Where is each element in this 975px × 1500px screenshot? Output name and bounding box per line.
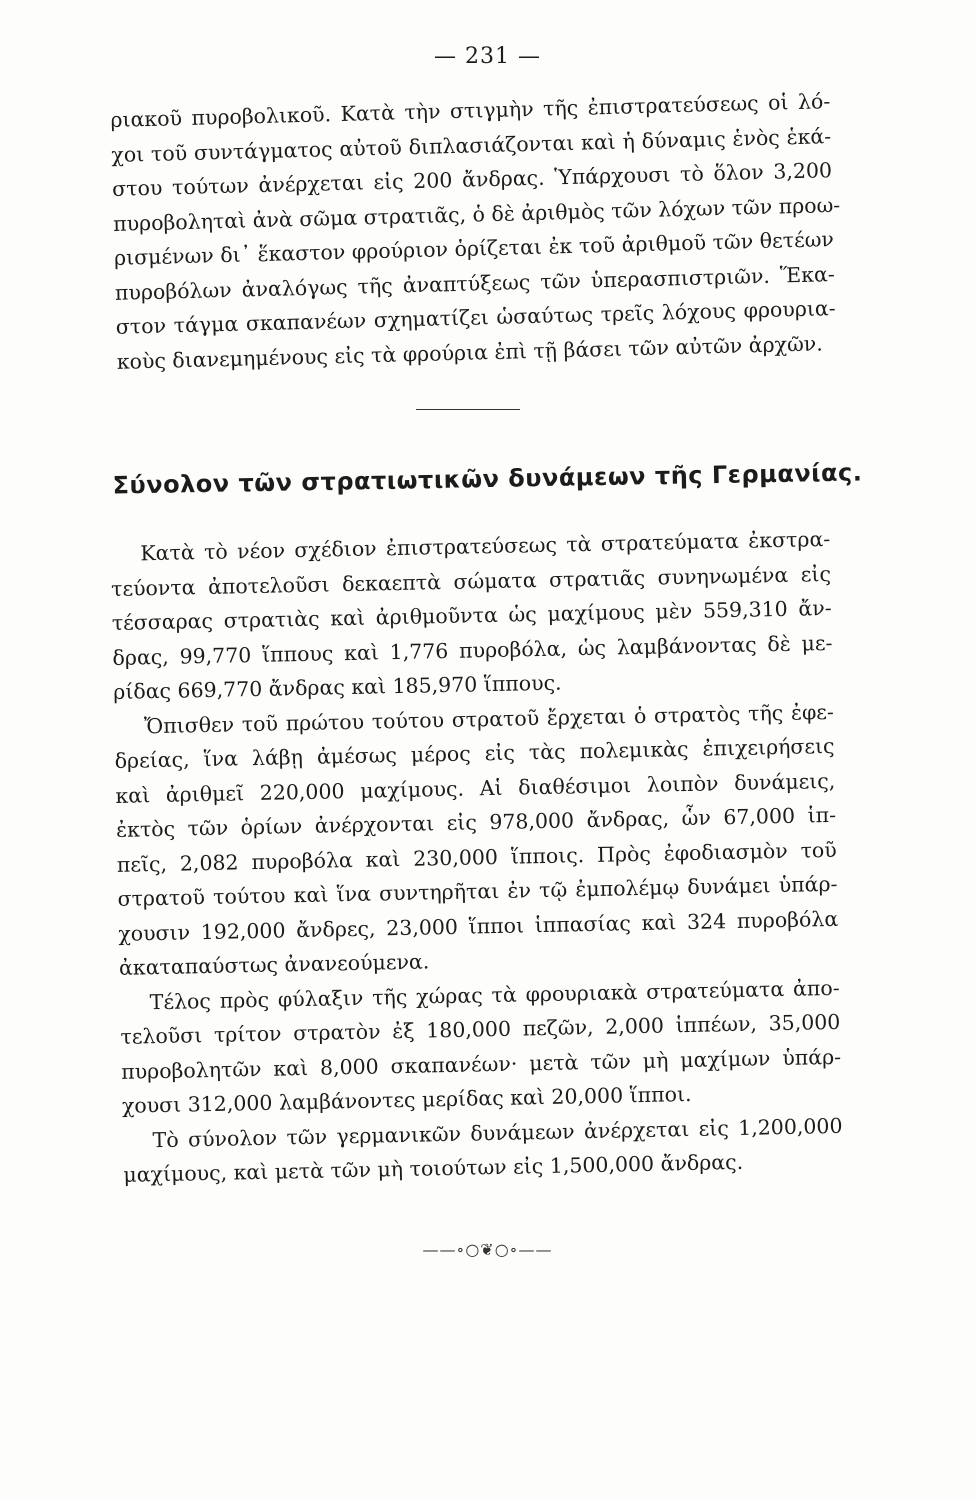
text-line: Ὄπισθεν τοῦ πρώτου τούτου στρατοῦ ἔρχεται ὁ στρατὸς τῆς ἐφε- — [143, 699, 835, 738]
text-line: τελοῦσι τρίτον στρατὸν ἐξ 180,000 πεζῶν, 2,000 ἱππέων, 35,000 — [120, 1009, 841, 1049]
text-line: Κατὰ τὸ νέον σχέδιον ἐπιστρατεύσεως τὰ στρατεύματα ἐκστρα- — [140, 526, 831, 566]
text-line: πυροβοληταὶ ἀνὰ σῶμα στρατιᾶς, ὁ δὲ ἀριθμὸς τῶν λόχων τῶν προω- — [112, 192, 841, 236]
text-line: πεῖς, 2,082 πυροβόλα καὶ 230,000 ἵπποις. Πρὸς ἐφοδιασμὸν τοῦ — [116, 837, 837, 877]
page-number: — 231 — — [434, 44, 541, 69]
text-line: κοὺς διανεμημένους εἰς τὰ φρούρια ἐπὶ τῇ βάσει τῶν αὐτῶν ἀρχῶν. — [116, 330, 824, 374]
text-line: χοι τοῦ συντάγματος αὐτοῦ διπλασιάζονται καὶ ἡ δύναμις ἑνὸς ἑκά- — [111, 123, 832, 167]
text-line: ρίδας 669,770 ἄνδρας καὶ 185,970 ἵππους. — [112, 670, 562, 704]
text-line: χουσι 312,000 λαμβάνοντες μερίδας καὶ 20,000 ἵπποι. — [121, 1081, 692, 1118]
section-body — [110, 522, 844, 1192]
text-line: ρισμένων δι᾽ ἕκαστον φρούριον ὁρίζεται ἐκ τοῦ ἀριθμοῦ τῶν θετέων — [113, 227, 835, 270]
end-ornament: ——∘○❦○∘—— — [422, 1240, 553, 1259]
text-line: Τὸ σύνολον τῶν γερμανικῶν δυνάμεων ἀνέρχεται εἰς 1,200,000 — [152, 1113, 843, 1152]
section-heading: Σύνολον τῶν στρατιωτικῶν δυνάμεων τῆς Γερμανίας. — [112, 458, 863, 500]
text-line: στου τούτων ἀνέρχεται εἰς 200 ἄνδρας. Ὑπάρχουσι τὸ ὅλον 3,200 — [111, 158, 833, 201]
text-line: δρείας, ἵνα λάβῃ ἀμέσως μέρος εἰς τὰς πολεμικὰς ἐπιχειρήσεις — [114, 733, 835, 773]
text-line: πυροβολητῶν καὶ 8,000 σκαπανέων· μετὰ τῶν μὴ μαχίμων ὑπάρ- — [120, 1044, 842, 1084]
text-line: ἀκαταπαύστως ἀνανεούμενα. — [118, 949, 430, 980]
text-line: ριακοῦ πυροβολικοῦ. Κατὰ τὴν στιγμὴν τῆς ἐπιστρατεύσεως οἱ λό- — [110, 89, 831, 132]
section-divider — [416, 409, 520, 410]
text-line: στον τάγμα σκαπανέων σχηματίζει ὡσαύτως τρεῖς λόχους φρουρια- — [115, 296, 836, 339]
text-line: καὶ ἀριθμεῖ 220,000 μαχίμους. Αἱ διαθέσιμοι λοιπὸν δυνάμεις, — [115, 768, 836, 808]
paragraph-continued — [110, 84, 841, 379]
text-line: μαχίμους, καὶ μετὰ τῶν μὴ τοιούτων εἰς 1,500,000 ἄνδρας. — [123, 1149, 744, 1187]
text-line: τεύοντα ἀποτελοῦσι δεκαεπτὰ σώματα στρατιᾶς συνηνωμένα εἰς — [110, 561, 832, 601]
text-line: χουσιν 192,000 ἄνδρες, 23,000 ἵπποι ἱππασίας καὶ 324 πυροβόλα — [118, 906, 839, 946]
text-line: δρας, 99,770 ἵππους καὶ 1,776 πυροβόλα, ὡς λαμβάνοντας δὲ με- — [112, 630, 833, 670]
text-line: στρατοῦ τούτου καὶ ἵνα συντηρῆται ἐν τῷ ἐμπολέμῳ δυνάμει ὑπάρ- — [117, 871, 838, 911]
text-line: πυροβόλων ἀναλόγως τῆς ἀναπτύξεως τῶν ὑπερασπιστριῶν. Ἕκα- — [114, 261, 836, 305]
text-line: ἐκτὸς τῶν ὁρίων ἀνέρχονται εἰς 978,000 ἄνδρας, ὧν 67,000 ἱπ- — [115, 802, 837, 842]
text-line: Τέλος πρὸς φύλαξιν τῆς χώρας τὰ φρουριακὰ στρατεύματα ἀπο- — [149, 975, 840, 1014]
text-line: τέσσαρας στρατιὰς καὶ ἀριθμοῦντα ὡς μαχίμους μὲν 559,310 ἄν- — [111, 595, 832, 635]
